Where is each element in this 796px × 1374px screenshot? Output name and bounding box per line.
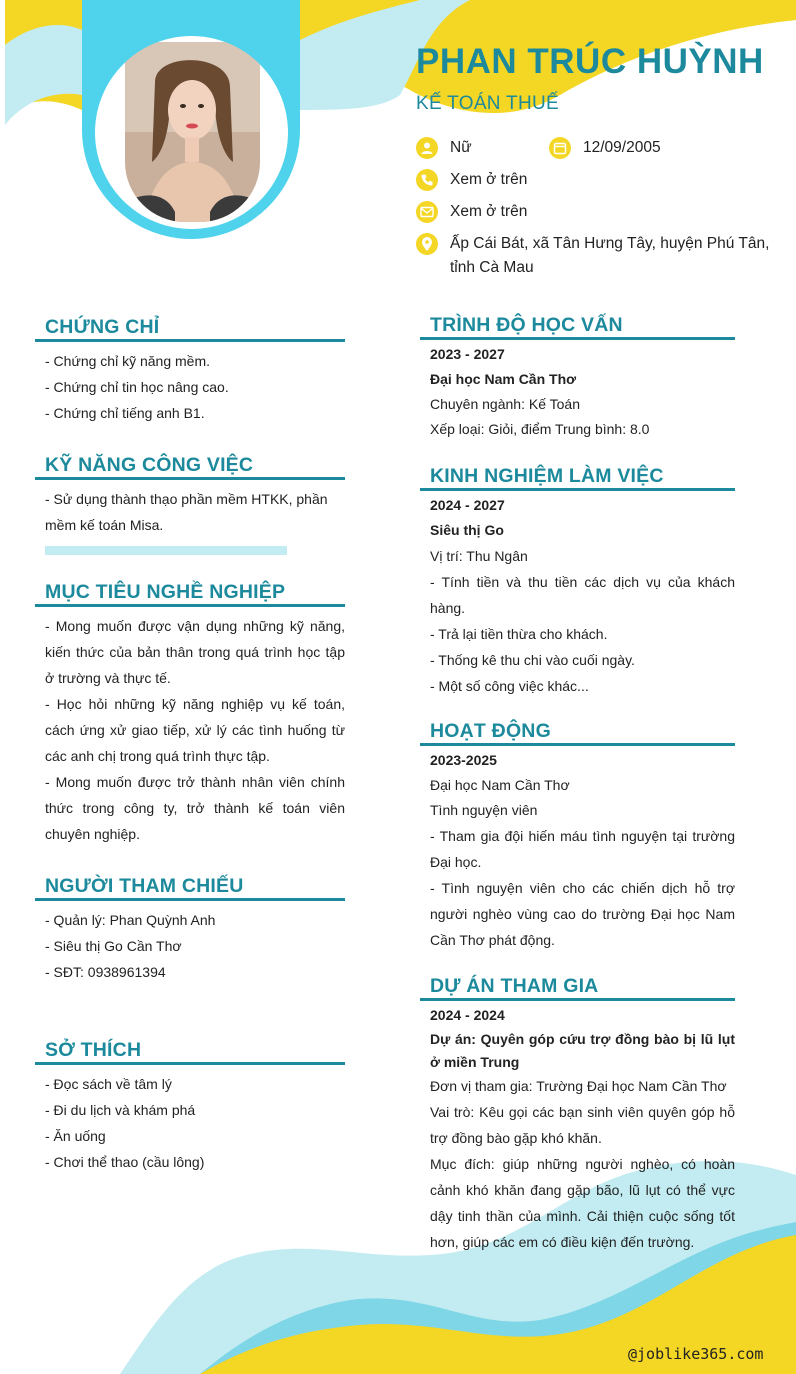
activities-role: Tình nguyện viên <box>430 802 538 818</box>
experience-period: 2024 - 2027 <box>430 497 505 513</box>
list-item: - Đọc sách về tâm lý <box>45 1076 172 1092</box>
list-item: - Mong muốn được vận dụng những kỹ năng, kiến thức của bản thân trong quá trình học tập ở trường và thực tế. <box>45 618 345 686</box>
list-item: - Thống kê thu chi vào cuối ngày. <box>430 652 635 668</box>
section-title: CHỨNG CHỈ <box>35 312 345 342</box>
skills-section <box>35 450 345 555</box>
list-item: - Sử dụng thành thạo phần mềm HTKK, phần mềm kế toán Misa. <box>45 491 328 533</box>
mail-icon <box>416 201 438 223</box>
education-section <box>420 310 735 442</box>
list-item: - Tính tiền và thu tiền các dịch vụ của khách hàng. <box>430 574 735 616</box>
phone-row <box>416 169 527 192</box>
job-title: KẾ TOÁN THUẾ <box>416 93 559 114</box>
user-icon <box>416 137 438 159</box>
section-title: NGƯỜI THAM CHIẾU <box>35 871 345 901</box>
list-item: - Quản lý: Phan Quỳnh Anh <box>45 912 216 928</box>
projects-section <box>420 971 735 1255</box>
activities-org: Đại học Nam Cần Thơ <box>430 777 570 793</box>
project-name: Dự án: Quyên góp cứu trợ đồng bào bị lũ lụt ở miền Trung <box>430 1031 735 1070</box>
profile-photo <box>125 42 260 222</box>
education-period: 2023 - 2027 <box>430 346 505 362</box>
calendar-icon <box>549 137 571 159</box>
list-item: - Ăn uống <box>45 1128 106 1144</box>
candidate-name: PHAN TRÚC HUỲNH <box>416 42 764 81</box>
list-item: - Mong muốn được trở thành nhân viên chính thức trong công ty, trở thành kế toán viên chuyên nghiệp. <box>45 774 345 842</box>
gender-row <box>416 137 472 160</box>
project-unit: Đơn vị tham gia: Trường Đại học Nam Cần Thơ <box>430 1078 727 1094</box>
phone-value: Xem ở trên <box>450 171 528 188</box>
list-item: - Siêu thị Go Cần Thơ <box>45 938 182 954</box>
birthdate-value: 12/09/2005 <box>583 139 661 156</box>
list-item: - Chứng chỉ kỹ năng mềm. <box>45 353 210 369</box>
certificates-section <box>35 312 345 426</box>
education-grade: Xếp loại: Giỏi, điểm Trung bình: 8.0 <box>430 421 650 437</box>
experience-position: Vị trí: Thu Ngân <box>430 548 528 564</box>
list-item: - Tham gia đội hiến máu tình nguyện tại trường Đại học. <box>430 828 735 870</box>
references-section <box>35 871 345 985</box>
section-title: MỤC TIÊU NGHỀ NGHIỆP <box>35 577 345 607</box>
list-item: - Đi du lịch và khám phá <box>45 1102 196 1118</box>
experience-company: Siêu thị Go <box>430 522 504 538</box>
project-role: Vai trò: Kêu gọi các bạn sinh viên quyên góp hỗ trợ đồng bào gặp khó khăn. <box>430 1104 735 1146</box>
email-row <box>416 201 527 224</box>
list-item: - Tình nguyện viên cho các chiến dịch hỗ trợ người nghèo vùng cao do trường Đại học Nam Cần Thơ phát động. <box>430 880 735 948</box>
list-item: - Một số công việc khác... <box>430 678 589 694</box>
project-period: 2024 - 2024 <box>430 1007 505 1023</box>
skill-level-bar <box>45 546 287 555</box>
address-value <box>450 232 769 280</box>
objective-section <box>35 577 345 847</box>
activities-section <box>420 716 735 953</box>
education-school: Đại học Nam Cần Thơ <box>430 371 577 387</box>
list-item: - SĐT: 0938961394 <box>45 964 166 980</box>
address-row <box>416 233 769 280</box>
birthdate-row <box>549 137 661 160</box>
phone-icon <box>416 169 438 191</box>
email-value: Xem ở trên <box>450 203 528 220</box>
experience-section <box>420 461 735 699</box>
education-major: Chuyên ngành: Kế Toán <box>430 396 580 412</box>
list-item: - Chơi thể thao (cầu lông) <box>45 1154 205 1170</box>
list-item: - Chứng chỉ tin học nâng cao. <box>45 379 229 395</box>
list-item: - Học hỏi những kỹ năng nghiệp vụ kế toán, cách ứng xử giao tiếp, xử lý các tình huống từ các anh chị trong quá trình thực tập. <box>45 696 345 764</box>
gender-value: Nữ <box>450 139 472 156</box>
avatar-illustration <box>125 42 260 222</box>
section-title: HOẠT ĐỘNG <box>420 716 735 746</box>
profile-photo-frame <box>95 36 288 229</box>
section-title: KỸ NĂNG CÔNG VIỆC <box>35 450 345 480</box>
address-line-2: tỉnh Cà Mau <box>450 259 534 276</box>
section-title: DỰ ÁN THAM GIA <box>420 971 735 1001</box>
skill-level-fill <box>45 546 234 555</box>
section-title: SỞ THÍCH <box>35 1035 345 1065</box>
project-purpose: Mục đích: giúp những người nghèo, có hoàn cảnh khó khăn đang gặp bão, lũ lụt có thể vực dậy tinh thần của mình. Cải thiện cuộc sống tốt hơn, giúp các em có điều kiện đến trường. <box>430 1156 735 1250</box>
section-title: KINH NGHIỆM LÀM VIỆC <box>420 461 735 491</box>
activities-period: 2023-2025 <box>430 752 497 768</box>
location-icon <box>416 233 438 255</box>
list-item: - Chứng chỉ tiếng anh B1. <box>45 405 205 421</box>
address-line-1: Ấp Cái Bát, xã Tân Hưng Tây, huyện Phú Tân, <box>450 235 770 252</box>
hobbies-section <box>35 1035 345 1175</box>
footer-brand: @joblike365.com <box>628 1345 764 1363</box>
list-item: - Trả lại tiền thừa cho khách. <box>430 626 608 642</box>
section-title: TRÌNH ĐỘ HỌC VẤN <box>420 310 735 340</box>
